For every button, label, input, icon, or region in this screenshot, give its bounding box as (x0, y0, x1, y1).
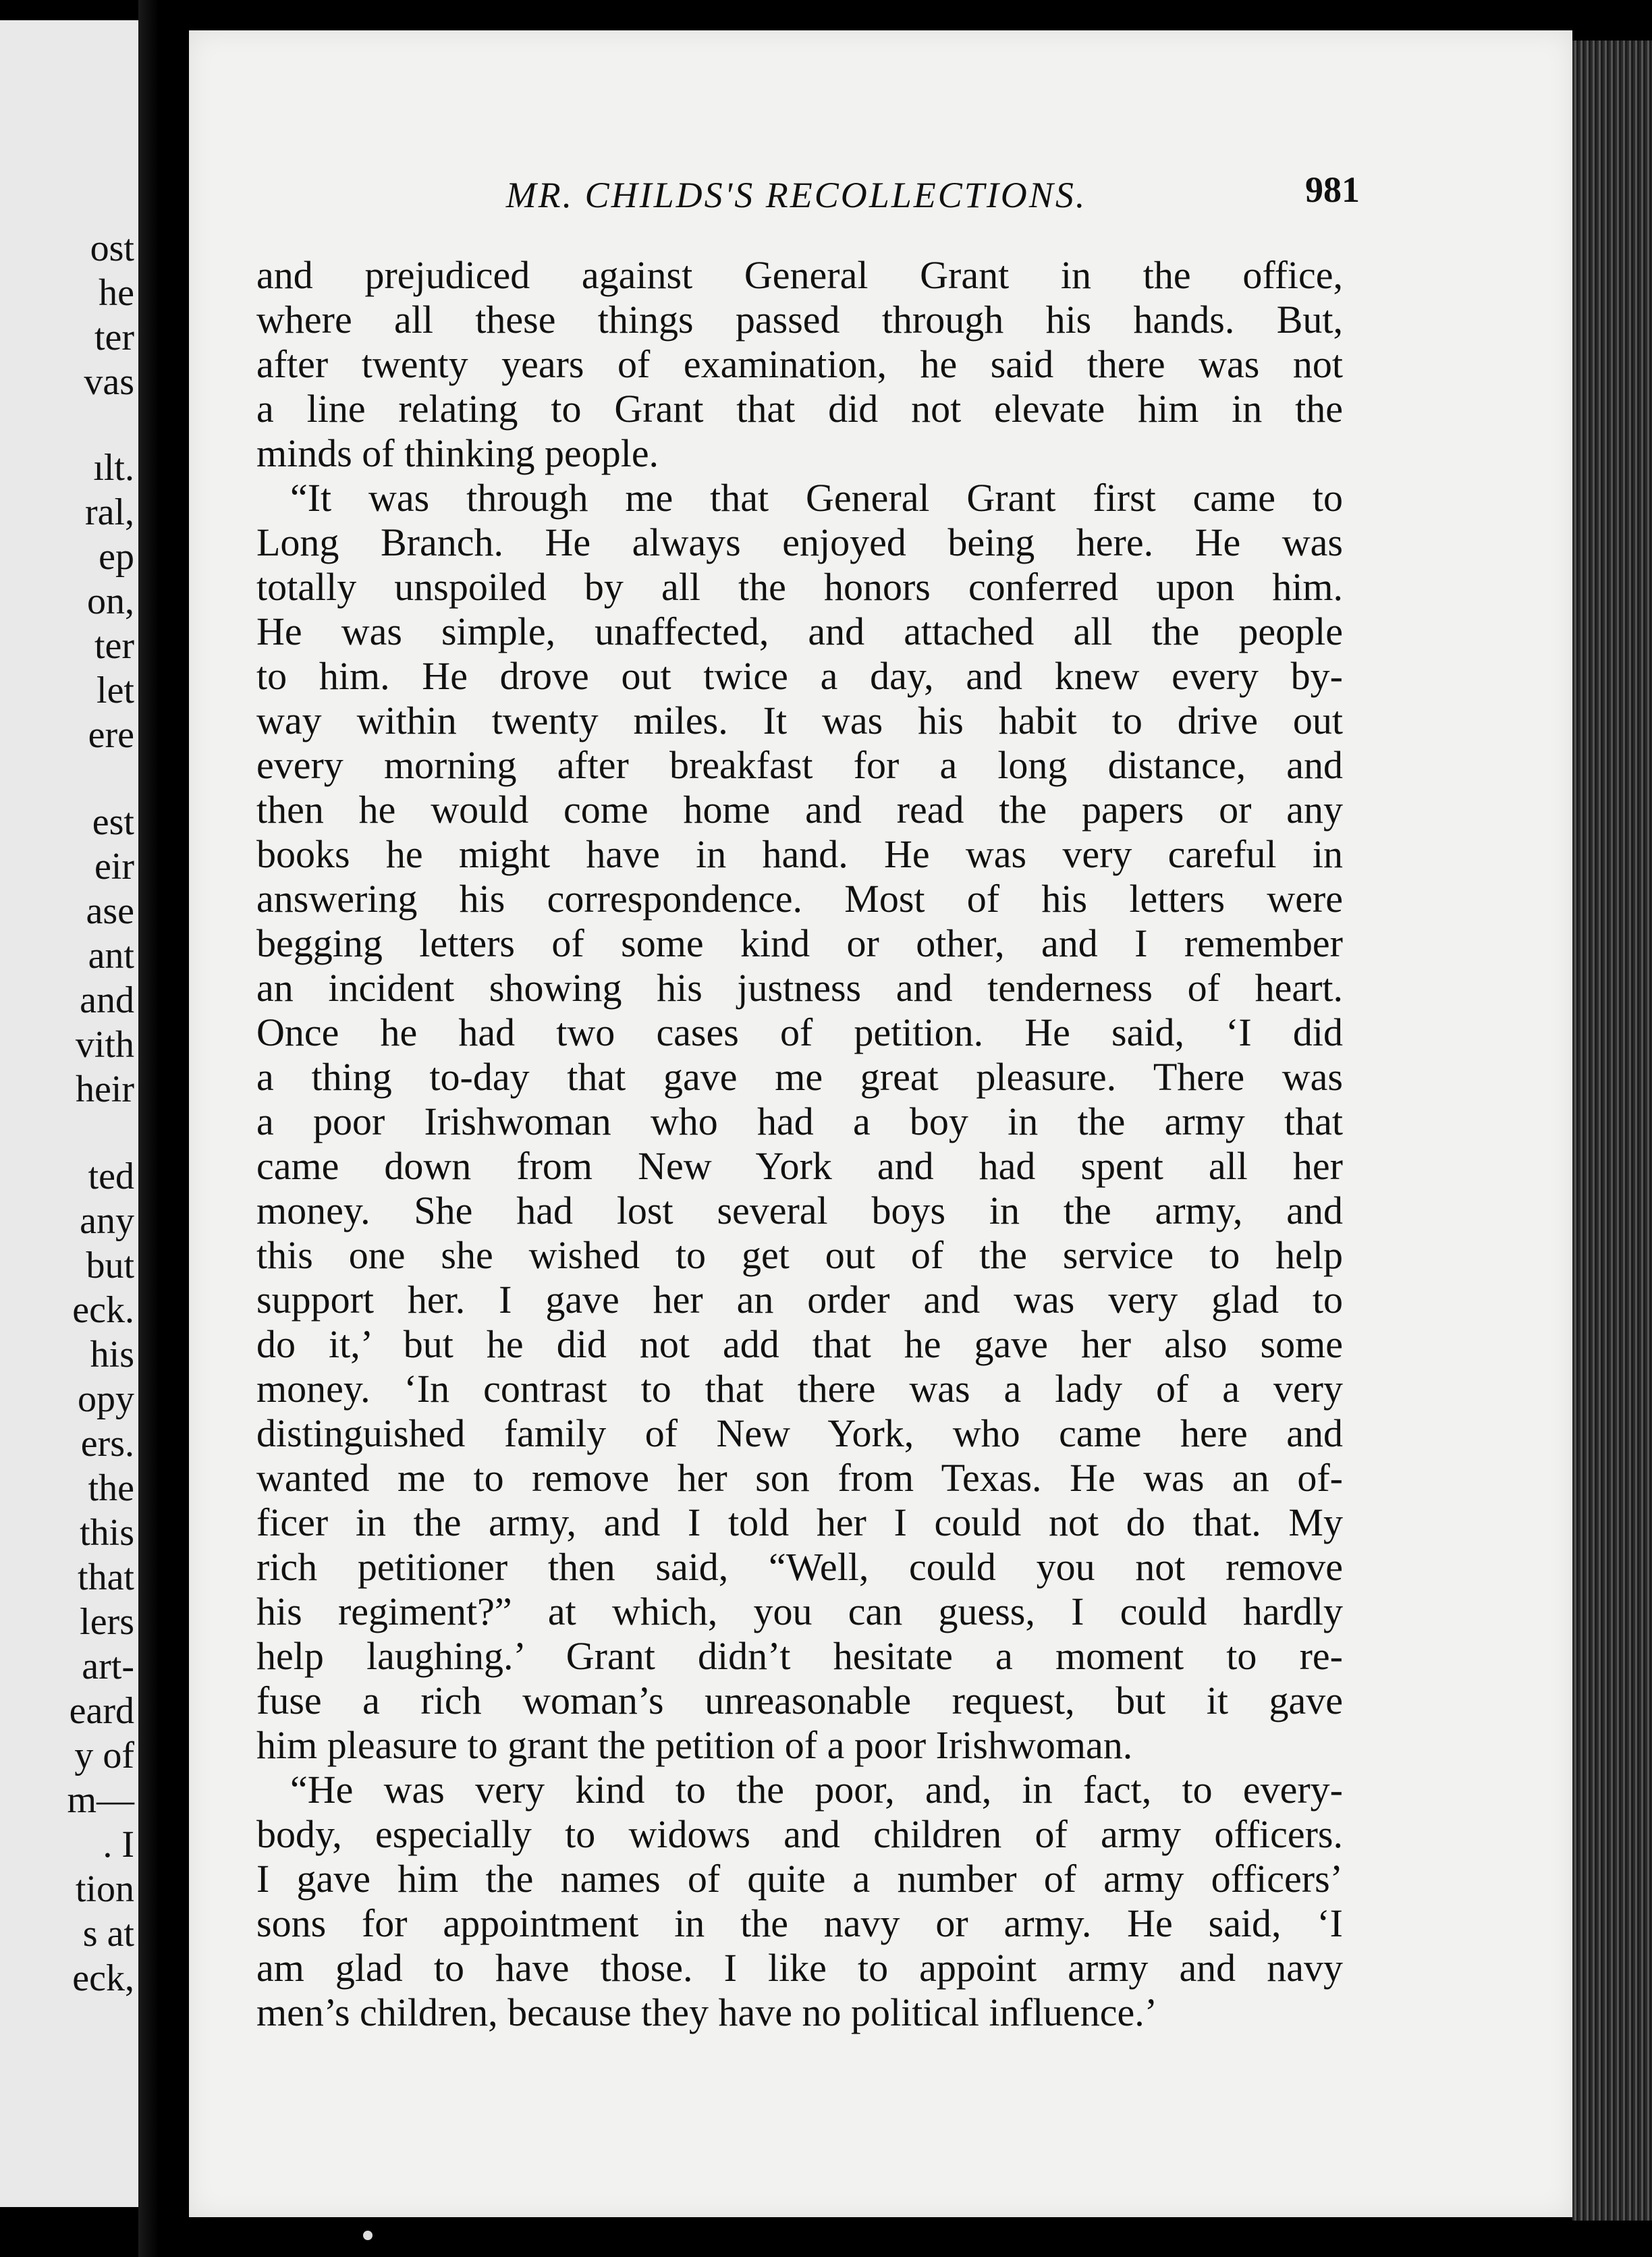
facing-page-line: s at (82, 1913, 134, 1955)
facing-page-line: that (78, 1556, 134, 1598)
text-line: rich petitioner then said, “Well, could you not remove (256, 1545, 1343, 1589)
text-line: ficer in the army, and I told her I could not do that. My (256, 1500, 1343, 1544)
text-line: books he might have in hand. He was very careful in (256, 832, 1343, 876)
text-line: “It was through me that General Grant first came to (290, 476, 1343, 520)
text-line: a thing to-day that gave me great pleasure. There was (256, 1055, 1343, 1099)
text-line: this one she wished to get out of the service to help (256, 1233, 1343, 1277)
text-line: minds of thinking people. (256, 431, 659, 475)
facing-page-line: eck. (72, 1289, 134, 1331)
facing-page-line: ers. (80, 1423, 134, 1465)
text-line: body, especially to widows and children of army officers. (256, 1812, 1343, 1856)
text-line: where all these things passed through his hands. But, (256, 298, 1343, 342)
text-line: after twenty years of examination, he said there was not (256, 342, 1343, 386)
text-line: am glad to have those. I like to appoint army and navy (256, 1946, 1343, 1990)
facing-page-line: on, (87, 580, 134, 622)
text-line: money. ‘In contrast to that there was a lady of a very (256, 1367, 1343, 1411)
text-line: and prejudiced against General Grant in the office, (256, 253, 1343, 297)
facing-page-line: heir (75, 1068, 134, 1110)
facing-page-line: ter (94, 317, 134, 358)
page-edges (1572, 40, 1652, 2221)
text-line: Once he had two cases of petition. He said, ‘I did (256, 1010, 1343, 1054)
facing-page-line: his (90, 1334, 134, 1376)
text-line: men’s children, because they have no political influence.’ (256, 1990, 1158, 2034)
text-line: begging letters of some kind or other, and I remember (256, 921, 1343, 965)
facing-page-line: lers (80, 1601, 134, 1643)
text-line: a poor Irishwoman who had a boy in the army that (256, 1099, 1343, 1143)
text-line: He was simple, unaffected, and attached all the people (256, 609, 1343, 653)
facing-page-line: eck, (72, 1957, 134, 1999)
facing-page-fragment (0, 20, 138, 2207)
body-text (256, 253, 1343, 2035)
facing-page-line: the (88, 1467, 134, 1509)
text-line: I gave him the names of quite a number of army officers’ (256, 1857, 1343, 1901)
facing-page-line: tion (75, 1868, 134, 1910)
text-line: sons for appointment in the navy or army. He said, ‘I (256, 1901, 1343, 1945)
facing-page-line: he (99, 272, 134, 314)
facing-page-line: eard (69, 1690, 134, 1732)
facing-page-line: ep (99, 536, 134, 578)
text-line: distinguished family of New York, who came here and (256, 1411, 1343, 1455)
facing-page-line: vith (75, 1024, 134, 1066)
text-line: him pleasure to grant the petition of a poor Irishwoman. (256, 1723, 1133, 1767)
facing-page-line: ter (94, 625, 134, 667)
book-gutter (138, 0, 189, 2257)
text-line: do it,’ but he did not add that he gave her also some (256, 1322, 1343, 1366)
facing-page-line: est (92, 801, 134, 843)
facing-page-line: ase (86, 890, 134, 932)
facing-page-line: opy (78, 1378, 134, 1420)
facing-page-line: ılt. (93, 447, 134, 489)
facing-page-line: ted (88, 1155, 134, 1197)
text-line: a line relating to Grant that did not elevate him in the (256, 387, 1343, 431)
text-line: money. She had lost several boys in the army, and (256, 1189, 1343, 1232)
text-line: way within twenty miles. It was his habit to drive out (256, 699, 1343, 742)
text-line: fuse a rich woman’s unreasonable request, but it gave (256, 1679, 1343, 1722)
facing-page-line: and (80, 979, 134, 1021)
text-line: support her. I gave her an order and was very glad to (256, 1278, 1343, 1322)
text-line: to him. He drove out twice a day, and knew every by- (256, 654, 1343, 698)
text-line: totally unspoiled by all the honors conferred upon him. (256, 565, 1343, 609)
facing-page-line: ere (88, 714, 134, 756)
text-line: help laughing.’ Grant didn’t hesitate a moment to re- (256, 1634, 1343, 1678)
facing-page-line: let (97, 670, 134, 711)
scan-speck (363, 2231, 373, 2240)
text-line: then he would come home and read the papers or any (256, 788, 1343, 832)
facing-page-line: this (80, 1512, 134, 1554)
facing-page-line: m— (67, 1779, 134, 1821)
running-head: MR. CHILDS'S RECOLLECTIONS. (505, 175, 1087, 215)
page-number: 981 (1305, 169, 1360, 210)
facing-page-line: eir (94, 846, 134, 888)
text-line: came down from New York and had spent all her (256, 1144, 1343, 1188)
facing-page-line: ant (88, 935, 134, 977)
facing-page-line: art- (82, 1646, 134, 1687)
facing-page-line: vas (84, 361, 134, 403)
text-line: his regiment?” at which, you can guess, I could hardly (256, 1589, 1343, 1633)
text-line: answering his correspondence. Most of his letters were (256, 877, 1343, 921)
facing-page-line: ral, (84, 491, 134, 533)
text-line: wanted me to remove her son from Texas. He was an of- (256, 1456, 1343, 1500)
facing-page-line: but (86, 1245, 134, 1286)
text-line: “He was very kind to the poor, and, in fact, to every- (290, 1768, 1343, 1812)
facing-page-line: y of (74, 1735, 134, 1776)
facing-page-line: any (80, 1200, 134, 1242)
text-line: an incident showing his justness and tenderness of heart. (256, 966, 1343, 1010)
text-line: Long Branch. He always enjoyed being here. He was (256, 520, 1343, 564)
facing-page-line: . I (103, 1824, 134, 1866)
facing-page-line: ost (90, 227, 134, 269)
text-line: every morning after breakfast for a long distance, and (256, 743, 1343, 787)
